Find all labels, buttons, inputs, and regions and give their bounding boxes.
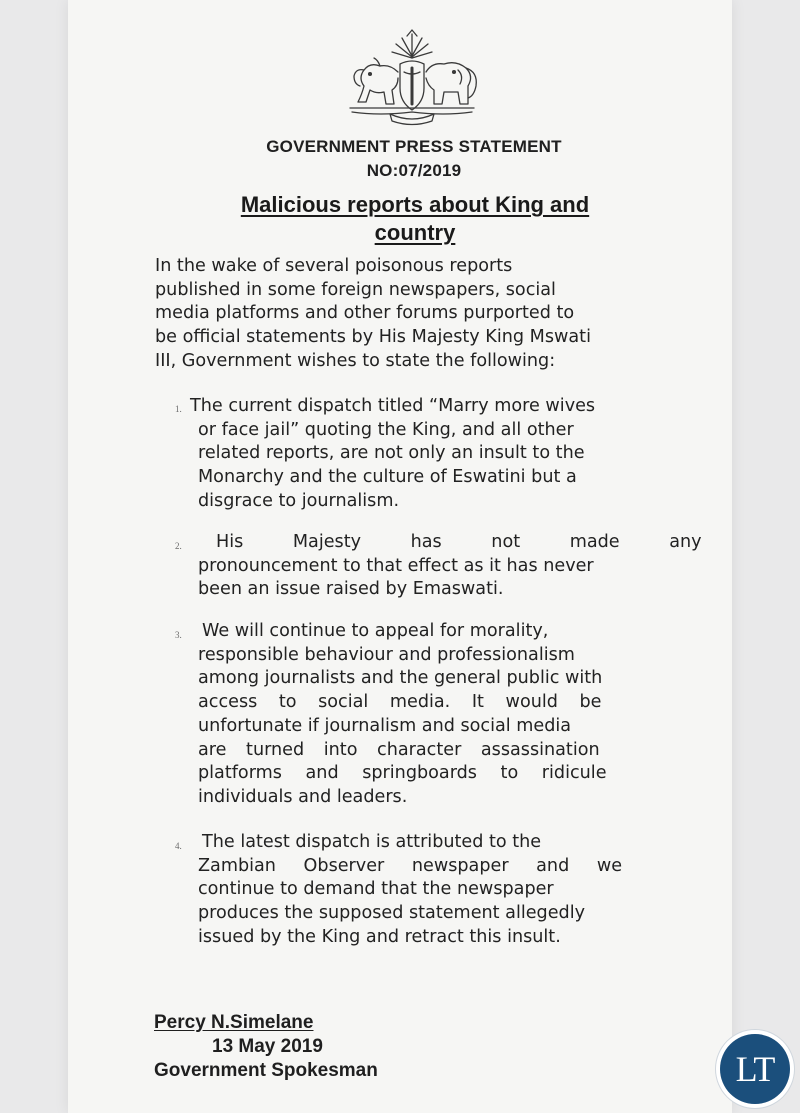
intro-line: media platforms and other forums purported to (155, 303, 575, 324)
item-line: access to social media. It would be (198, 692, 602, 713)
intro-line: In the wake of several poisonous reports (155, 256, 513, 276)
item-line: produces the supposed statement allegedly (198, 903, 586, 924)
item-line: pronouncement to that effect as it has never (198, 555, 594, 576)
item-number: 2. (175, 541, 182, 551)
item-line: Zambian Observer newspaper and we (198, 855, 623, 876)
item-line: unfortunate if journalism and social media (198, 715, 572, 736)
item-line: We will continue to appeal for morality, (202, 621, 549, 641)
item-line: been an issue raised by Emaswati. (198, 579, 504, 600)
item-line: responsible behaviour and professionalism (198, 644, 575, 665)
item-number: 4. (175, 841, 182, 851)
item-line (198, 531, 702, 555)
item-2-paragraph (198, 531, 702, 602)
item-line: platforms and springboards to ridicule (198, 763, 607, 784)
item-line: The latest dispatch is attributed to the (202, 832, 542, 852)
coat-of-arms-emblem (340, 28, 485, 126)
lusaka-times-logo (716, 1030, 794, 1108)
intro-paragraph (155, 255, 673, 374)
spokesman-name: Percy N.Simelane (154, 1012, 314, 1033)
spokesman-title: Government Spokesman (154, 1060, 378, 1081)
statement-date: 13 May 2019 (212, 1036, 323, 1057)
statement-title-line-2: country (374, 220, 456, 245)
item-line: continue to demand that the newspaper (198, 879, 554, 900)
logo-text: LT (735, 1049, 775, 1089)
item-line: related reports, are not only an insult to the (198, 443, 585, 464)
item-line: are turned into character assassination (198, 739, 600, 760)
intro-line: published in some foreign newspapers, social (155, 279, 556, 300)
item-line: disgrace to journalism. (198, 490, 400, 511)
item-line: or face jail” quoting the King, and all other (198, 419, 574, 440)
item-4-paragraph (198, 831, 673, 950)
intro-line: be official statements by His Majesty King Mswati (155, 327, 591, 348)
item-line-first: His Majesty has not made any (216, 532, 702, 552)
logo-badge (720, 1034, 790, 1104)
item-line: individuals and leaders. (198, 786, 408, 807)
statement-number: NO:07/2019 (366, 161, 462, 180)
item-line: Monarchy and the culture of Eswatini but a (198, 467, 577, 488)
item-line: among journalists and the general public with (198, 668, 603, 689)
item-1-paragraph (190, 395, 673, 514)
item-3-paragraph (198, 620, 673, 810)
item-line: issued by the King and retract this insult. (198, 926, 561, 947)
intro-line: III, Government wishes to state the following: (155, 350, 556, 371)
item-line: The current dispatch titled “Marry more wives (190, 396, 596, 416)
item-number: 1. (175, 404, 182, 414)
item-number: 3. (175, 630, 182, 640)
statement-title-line-1: Malicious reports about King and (240, 192, 590, 217)
statement-heading: GOVERNMENT PRESS STATEMENT (266, 137, 562, 156)
